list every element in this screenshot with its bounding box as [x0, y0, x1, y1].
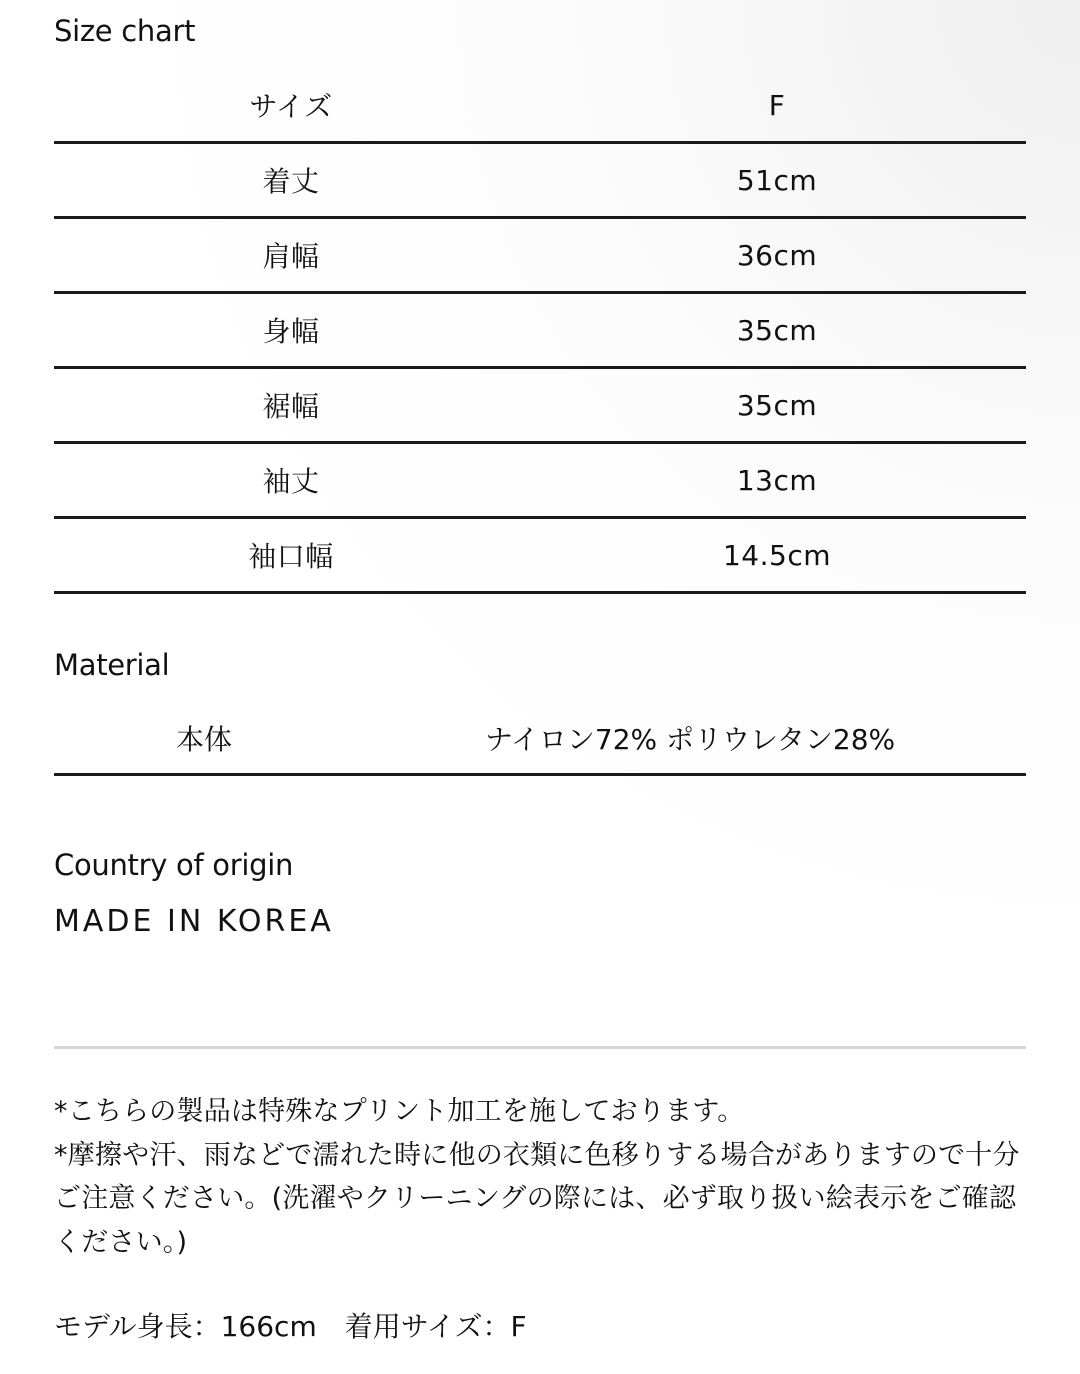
- material-label: 本体: [175, 723, 232, 756]
- size-chart-header-row: [54, 69, 1026, 143]
- size-value-header: F: [768, 88, 786, 122]
- size-chart-table: [54, 69, 1026, 594]
- material-title: Material: [54, 648, 170, 682]
- color-transfer-note: *摩擦や汗、雨などで濡れた時に他の衣類に色移りする場合がありますので十分ご注意ください。(洗濯やクリーニングの際には、必ず取り扱い絵表示をご確認ください。): [54, 1139, 1020, 1258]
- table-row: [54, 368, 1026, 443]
- care-notes: [54, 1090, 1034, 1264]
- measurement-value: 36cm: [736, 238, 818, 272]
- measurement-label: 裾幅: [262, 390, 320, 423]
- table-row: [54, 293, 1026, 368]
- measurement-value: 35cm: [736, 388, 818, 422]
- print-note: *こちらの製品は特殊なプリント加工を施しております。: [54, 1096, 745, 1127]
- size-chart-title: Size chart: [54, 14, 196, 48]
- measurement-label: 身幅: [262, 315, 320, 348]
- origin-title: Country of origin: [54, 848, 294, 882]
- measurement-value: 13cm: [736, 463, 818, 497]
- table-row: [54, 518, 1026, 593]
- size-label-header: サイズ: [249, 90, 333, 123]
- model-info: モデル身長：166cm 着用サイズ：F: [54, 1310, 527, 1343]
- table-row: [54, 443, 1026, 518]
- measurement-label: 肩幅: [262, 240, 320, 273]
- material-value: ナイロン72% ポリウレタン28%: [484, 723, 896, 756]
- measurement-label: 着丈: [262, 165, 320, 198]
- material-table: [54, 703, 1026, 776]
- measurement-value: 51cm: [736, 163, 818, 197]
- divider: [54, 1046, 1026, 1049]
- measurement-label: 袖丈: [262, 465, 320, 498]
- measurement-label: 袖口幅: [248, 540, 334, 573]
- table-row: [54, 143, 1026, 218]
- measurement-value: 14.5cm: [722, 538, 831, 572]
- measurement-value: 35cm: [736, 313, 818, 347]
- table-row: [54, 218, 1026, 293]
- table-row: [54, 703, 1026, 775]
- origin-value: MADE IN KOREA: [54, 904, 334, 939]
